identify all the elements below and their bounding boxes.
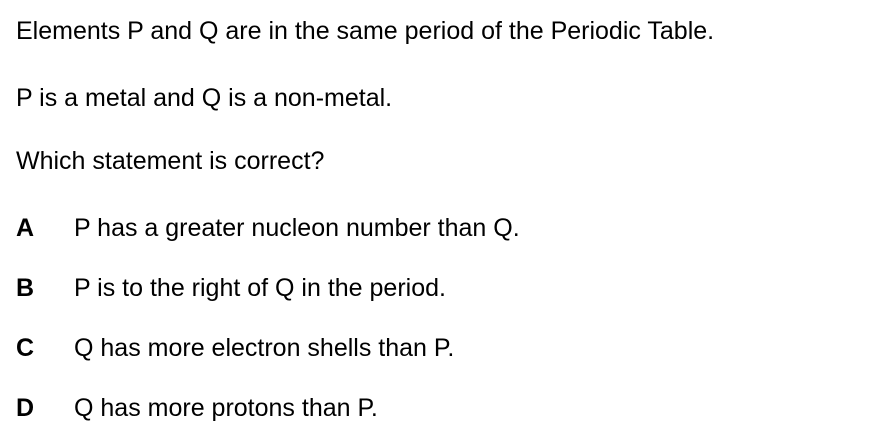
option-b[interactable] bbox=[16, 273, 446, 303]
option-c[interactable] bbox=[16, 333, 454, 363]
option-d[interactable] bbox=[16, 393, 378, 423]
option-text: Q has more protons than P. bbox=[74, 394, 378, 422]
question-stem-line-1: Elements P and Q are in the same period of the Periodic Table. bbox=[16, 17, 715, 45]
option-letter: A bbox=[16, 214, 35, 242]
option-letter: C bbox=[16, 334, 35, 362]
option-letter: D bbox=[16, 394, 35, 422]
option-text: Q has more electron shells than P. bbox=[74, 334, 455, 362]
option-a[interactable] bbox=[16, 213, 520, 243]
option-text: P is to the right of Q in the period. bbox=[74, 274, 446, 302]
option-text: P has a greater nucleon number than Q. bbox=[74, 214, 520, 242]
question-stem-line-2: P is a metal and Q is a non-metal. bbox=[16, 84, 393, 112]
question-prompt: Which statement is correct? bbox=[16, 147, 325, 175]
option-letter: B bbox=[16, 274, 35, 302]
